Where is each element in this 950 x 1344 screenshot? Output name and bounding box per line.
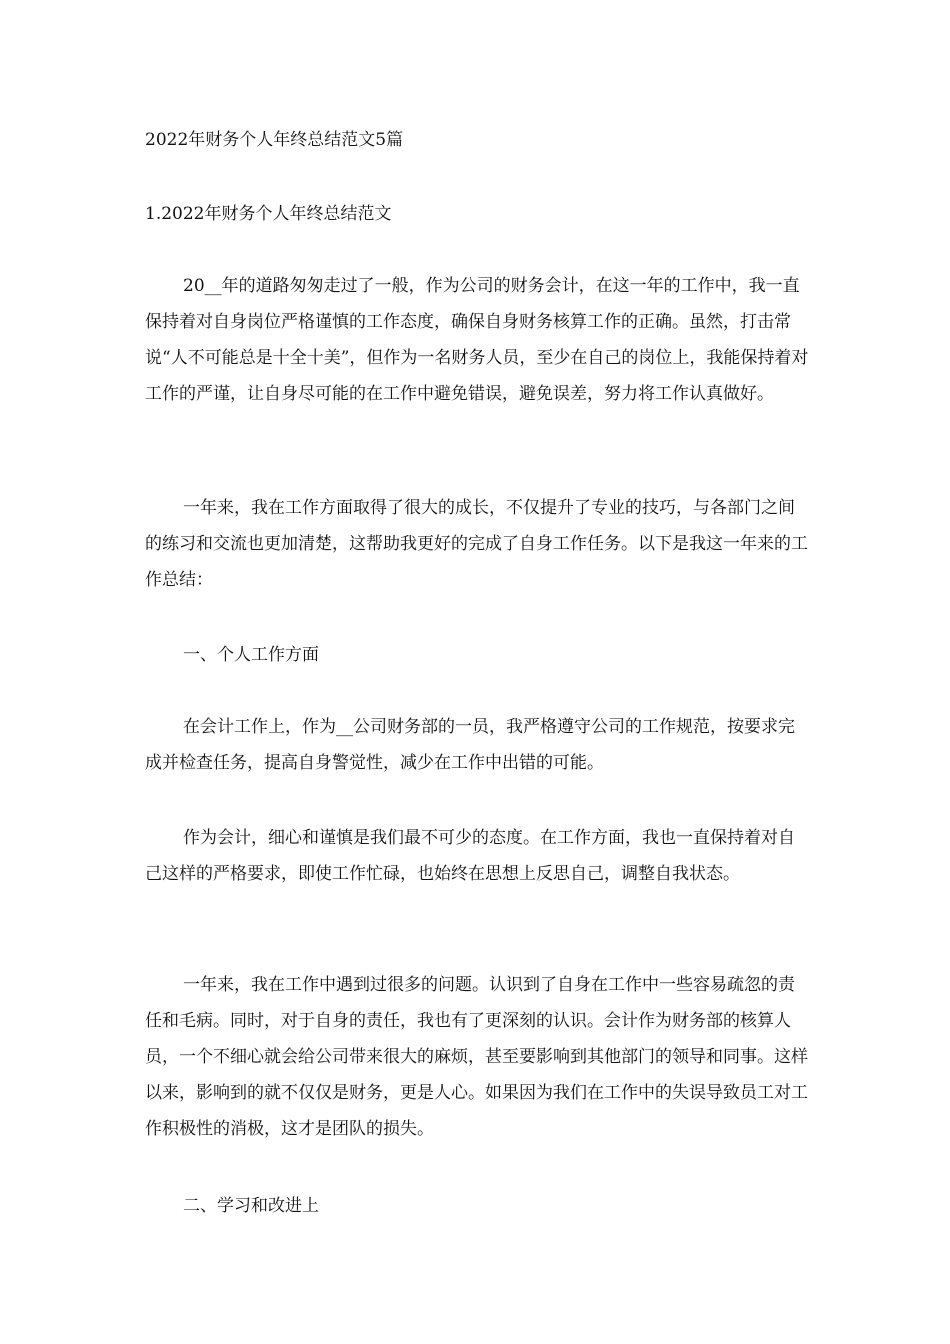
section-heading-learning: 二、学习和改进上	[183, 1196, 319, 1216]
paragraph-problems: 一年来，我在工作中遇到过很多的问题。认识到了自身在工作中一些容易疏忽的责任和毛病。同时，对于自身的责任，我也有了更深刻的认识。会计作为财务部的核算人员，一个不细心就会给公司带来很大的麻烦，甚至要影响到其他部门的领导和同事。这样以来，影响到的就不仅仅是财务，更是人心。如果因为我们在工作中的失误导致员工对工作积极性的消极，这才是团队的损失。	[145, 975, 808, 1139]
document-subtitle: 1.2022年财务个人年终总结范文	[145, 204, 392, 224]
paragraph-attitude: 作为会计，细心和谨慎是我们最不可少的态度。在工作方面，我也一直保持着对自己这样的严格要求，即使工作忙碌，也始终在思想上反思自己，调整自我状态。	[145, 828, 795, 884]
section-heading-personal-work: 一、个人工作方面	[183, 645, 319, 665]
paragraph-growth: 一年来，我在工作方面取得了很大的成长，不仅提升了专业的技巧，与各部门之间的练习和交流也更加清楚，这帮助我更好的完成了自身工作任务。以下是我这一年来的工作总结：	[145, 498, 808, 590]
paragraph-intro: 20__年的道路匆匆走过了一般，作为公司的财务会计，在这一年的工作中，我一直保持着对自身岗位严格谨慎的工作态度，确保自身财务核算工作的正确。虽然，打击常说“人不可能总是十全十美”，但作为一名财务人员，至少在自己的岗位上，我能保持着对工作的严谨，让自身尽可能的在工作中避免错误，避免误差，努力将工作认真做好。	[145, 276, 809, 404]
document-title: 2022年财务个人年终总结范文5篇	[145, 130, 404, 150]
paragraph-accounting-work: 在会计工作上，作为__公司财务部的一员，我严格遵守公司的工作规范，按要求完成并检查任务，提高自身警觉性，减少在工作中出错的可能。	[145, 717, 795, 773]
